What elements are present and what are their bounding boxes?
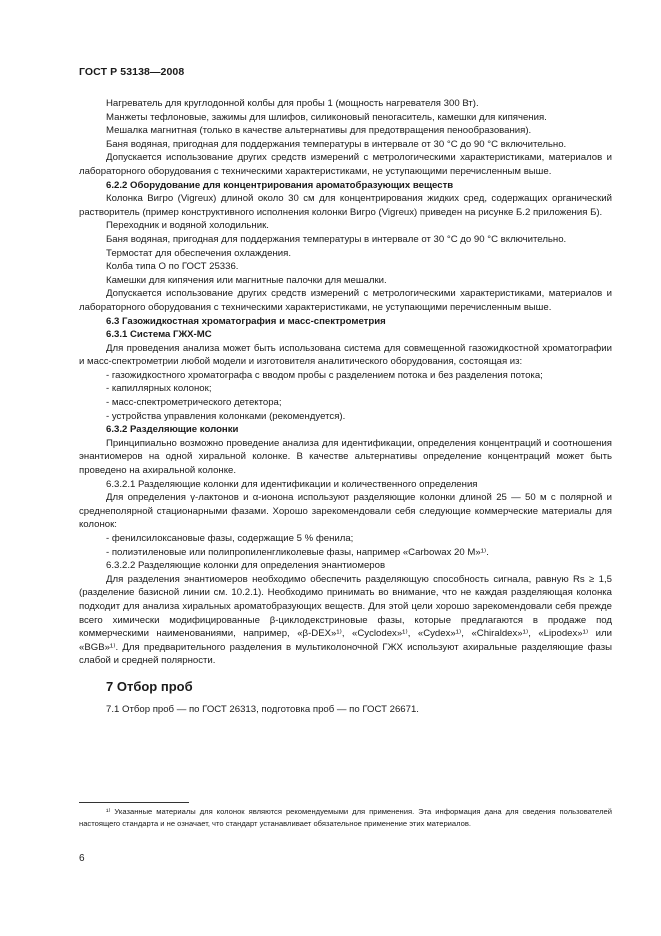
paragraph: Баня водяная, пригодная для поддержания температуры в интервале от 30 °С до 90 °С включительно. <box>106 233 567 245</box>
list-item: - полиэтиленовые или полипропиленгликолевые фазы, например «Carbowax 20 M»¹⁾. <box>106 546 489 558</box>
paragraph: Для определения γ-лактонов и α-ионона используют разделяющие колонки длиной 25 — 50 м с полярной и среднеполярной стационарными фазами. Хорошо зарекомендовали себя следующие коммерческие материалы для колонок: <box>79 492 612 531</box>
main-text <box>79 97 612 716</box>
page-number: 6 <box>79 853 85 864</box>
list-item: - масс-спектрометрического детектора; <box>106 397 282 409</box>
standard-header: ГОСТ Р 53138—2008 <box>79 66 185 78</box>
list-item: - устройства управления колонками (рекомендуется). <box>106 410 346 422</box>
list-item: - капиллярных колонок; <box>106 383 212 395</box>
paragraph: Переходник и водяной холодильник. <box>106 220 269 232</box>
subsection-heading: 6.3.2 Разделяющие колонки <box>106 424 239 436</box>
paragraph: Баня водяная, пригодная для поддержания температуры в интервале от 30 °С до 90 °С включительно. <box>106 138 567 150</box>
paragraph: Мешалка магнитная (только в качестве альтернативы для предотвращения пенообразования). <box>106 125 532 137</box>
list-item: - фенилсилоксановые фазы, содержащие 5 % фенила; <box>106 533 354 544</box>
footnote-text: ¹⁾ Указанные материалы для колонок являются рекомендуемыми для применения. Эта информация дана для сведения пользователей настоящего стандарта и не означает, что стандарт устанавливает обязательное применение этих материалов. <box>79 807 612 828</box>
paragraph: Манжеты тефлоновые, зажимы для шлифов, силиконовый пеногаситель, камешки для кипячения. <box>106 111 547 123</box>
subsection-heading: 6.3.2.2 Разделяющие колонки для определения энантиомеров <box>106 560 386 572</box>
paragraph: Термостат для обеспечения охлаждения. <box>106 247 291 259</box>
paragraph: Камешки для кипячения или магнитные палочки для мешалки. <box>106 274 387 286</box>
list-item: - газожидкостного хроматографа с вводом пробы с разделением потока и без разделения потока; <box>106 369 543 381</box>
paragraph: Для проведения анализа может быть использована система для совмещенной газожидкостной хроматографии и масс-спектрометрии любой модели и изготовителя аналитического оборудования, состоящая из: <box>79 342 612 368</box>
paragraph: 7.1 Отбор проб — по ГОСТ 26313, подготовка проб — по ГОСТ 26671. <box>106 703 419 715</box>
paragraph: Колба типа О по ГОСТ 25336. <box>106 261 239 273</box>
paragraph: Для разделения энантиомеров необходимо обеспечить разделяющую способность сигнала, равную Rs ≥ 1,5 (разделение базисной линии см. 10.2.1). Необходимо принимать во внимание, что не каждая разделяющая колонка подходит для анализа хиральных ароматобразующих веществ. Для этой цели хорошо зарекомендовали себя прежде всего химически модифицированные β-циклодекстриновые фазы, которые предлагаются в продаже под коммерческими наименованиями, например, «β-DEX»¹⁾, «Cyclodex»¹⁾, «Cydex»¹⁾, «Chiraldex»¹⁾, «Lipodex»¹⁾ или «BGB»¹⁾. Для предварительного разделения в мультиколоночной ГЖХ используют ахиральные разделяющие фазы слабой и средней полярности. <box>79 573 612 667</box>
paragraph: Допускается использование других средств измерений с метрологическими характеристиками, материалов и лабораторного оборудования с техническими характеристиками, не уступающими перечисленным выше. <box>79 152 612 177</box>
paragraph: Принципиально возможно проведение анализа для идентификации, определения концентраций и соотношения энантиомеров на одной хиральной колонке. В качестве альтернативы определение концентраций может быть проведено на ахиральной колонке. <box>79 437 612 477</box>
paragraph: Колонка Вигро (Vigreux) длиной около 30 см для концентрирования жидких сред, содержащих органический растворитель (пример конструктивного исполнения колонки Вигро (Vigreux) приведен на рисунке Б.2 приложения Б). <box>79 193 612 218</box>
subsection-heading: 6.3 Газожидкостная хроматография и масс-спектрометрия <box>106 315 386 327</box>
paragraph: Допускается использование других средств измерений с метрологическими характеристиками, материалов и лабораторного оборудования с техническими характеристиками, не уступающими перечисленным выше. <box>79 288 612 313</box>
subsection-heading: 6.3.1 Система ГЖХ-МС <box>106 329 212 341</box>
footnote <box>79 806 612 829</box>
subsection-heading: 6.3.2.1 Разделяющие колонки для идентификации и количественного определения <box>106 478 478 490</box>
section-title: 7 Отбор проб <box>106 678 193 694</box>
footnote-divider <box>79 802 189 803</box>
subsection-heading: 6.2.2 Оборудование для концентрирования ароматобразующих веществ <box>106 179 454 191</box>
paragraph: Нагреватель для круглодонной колбы для пробы 1 (мощность нагревателя 300 Вт). <box>106 98 479 109</box>
